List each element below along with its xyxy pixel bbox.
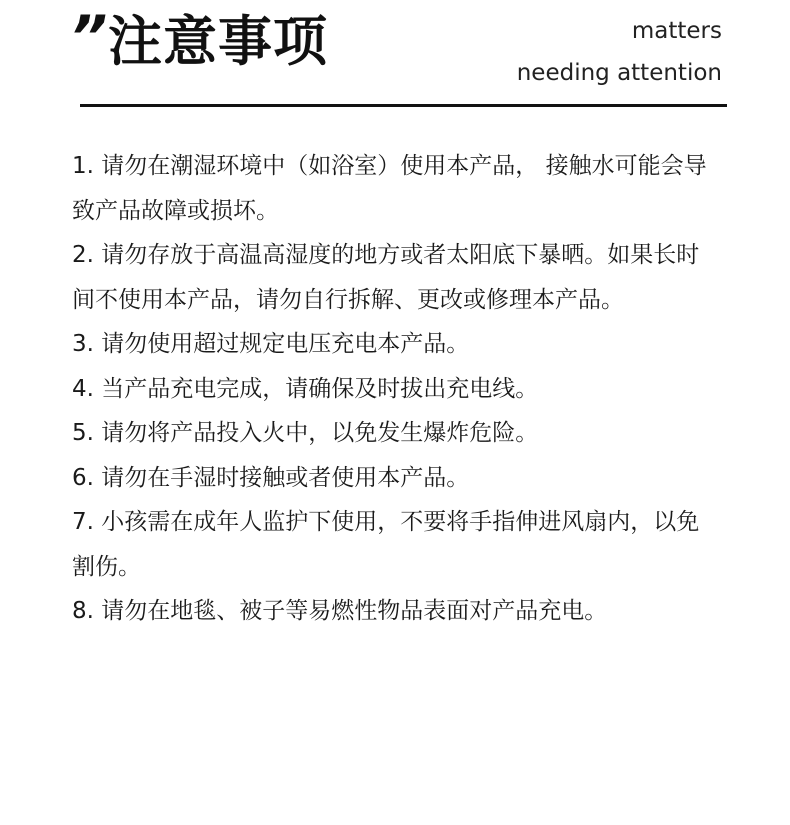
page-title: 注意事项 xyxy=(108,10,328,73)
header xyxy=(0,0,790,110)
note-item-6: 6. 请勿在手湿时接触或者使用本产品。 xyxy=(72,464,470,491)
quote-mark-icon: ” xyxy=(70,3,102,71)
note-item-5: 5. 请勿将产品投入火中，以免发生爆炸危险。 xyxy=(72,420,539,446)
note-item-1: 1. 请勿在潮湿环境中（如浴室）使用本产品， 接触水可能会导致产品故障或损坏。 xyxy=(72,153,707,224)
note-item-2: 2. 请勿存放于高温高湿度的地方或者太阳底下暴晒。如果长时间不使用本产品，请勿自行拆解、更改或修理本产品。 xyxy=(72,242,700,313)
note-item-7: 7. 小孩需在成年人监护下使用，不要将手指伸进风扇内，以免割伤。 xyxy=(72,509,700,580)
subtitle-line-2: needing attention xyxy=(516,60,722,86)
header-divider xyxy=(80,104,727,107)
subtitle-line-1: matters xyxy=(631,18,722,44)
note-item-4: 4. 当产品充电完成，请确保及时拔出充电线。 xyxy=(72,375,539,402)
note-item-3: 3. 请勿使用超过规定电压充电本产品。 xyxy=(72,331,470,357)
note-item-8: 8. 请勿在地毯、被子等易燃性物品表面对产品充电。 xyxy=(72,598,608,624)
notes-list xyxy=(72,144,722,634)
